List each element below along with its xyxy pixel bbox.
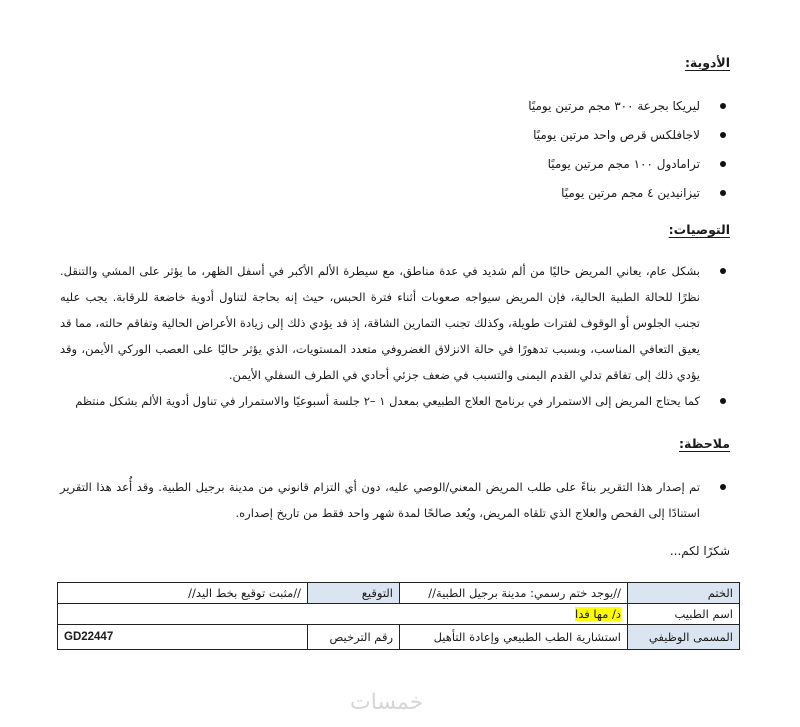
recommendations-list — [60, 258, 730, 414]
note-item: تم إصدار هذا التقرير بناءً على طلب المريض المعني/الوصي عليه، دون أي التزام قانوني من مدينة برجيل الطبية. وقد أُعد هذا التقرير استنادًا إلى الفحص والعلاج الذي تلقاه المريض، ويُعد صالحًا لمدة شهر واحد فقط من تاريخ إصداره. — [60, 474, 730, 526]
stamp-value: //يوجد ختم رسمي: مدينة برجيل الطبية// — [400, 583, 628, 604]
doctor-label: اسم الطبيب — [628, 604, 740, 625]
medication-item: لاجافلكس قرص واحد مرتين يوميًا — [60, 126, 730, 155]
medication-item: ترامادول ١٠٠ مجم مرتين يوميًا — [60, 155, 730, 184]
medications-heading: الأدوية: — [684, 55, 730, 70]
doctor-name: د/ مها فدا — [575, 607, 621, 621]
doctor-cell — [58, 604, 628, 625]
notes-list — [60, 474, 730, 526]
license-label: رقم الترخيص — [308, 625, 400, 650]
signature-value: //مثبت توقيع بخط اليد// — [58, 583, 308, 604]
medications-list — [60, 97, 730, 213]
job-title-label: المسمى الوظيفي — [628, 625, 740, 650]
recommendation-item: بشكل عام، يعاني المريض حاليًا من ألم شديد في عدة مناطق، مع سيطرة الألم الأكبر في أسفل الظهر، ما يؤثر على المشي والتنقل. نظرًا للحالة الطبية الحالية، فإن المريض سيواجه صعوبات أثناء فترة الحبس، حيث إنه بحاجة لتناول أدوية خاضعة للرقابة. يجب عليه تجنب الجلوس أو الوقوف لفترات طويلة، وكذلك تجنب التمارين الشاقة، إذ قد يؤدي ذلك إلى زيادة الأعراض الحالية وتفاقم حالته، مما قد يعيق التعافي المناسب، وبسبب تدهورًا في حالة الانزلاق الغضروفي متعدد المستويات، الذي يؤثر حاليًا على العصب الوركي الأيمن، وقد يؤدي ذلك إلى تفاقم تدلي القدم اليمنى والتسبب في ضعف جزئي أحادي في الطرف السفلي الأيمن. — [60, 258, 730, 388]
medication-item: تيزانيدين ٤ مجم مرتين يوميًا — [60, 184, 730, 213]
job-title-value: استشارية الطب الطبيعي وإعادة التأهيل — [400, 625, 628, 650]
recommendation-item: كما يحتاج المريض إلى الاستمرار في برنامج العلاج الطبيعي بمعدل ١ –٢ جلسة أسبوعيًا والاستمرار في تناول أدوية الألم بشكل منتظم — [60, 388, 730, 414]
stamp-label: الختم — [628, 583, 740, 604]
signature-table — [57, 582, 740, 650]
recommendations-heading: التوصيات: — [668, 222, 730, 237]
notes-heading: ملاحظة: — [679, 436, 730, 451]
thanks-text: شكرًا لكم... — [669, 544, 730, 558]
watermark-logo: خمسات — [350, 690, 424, 715]
medication-item: ليريكا بجرعة ٣٠٠ مجم مرتين يوميًا — [60, 97, 730, 126]
signature-label: التوقيع — [308, 583, 400, 604]
license-value: GD22447 — [58, 625, 308, 650]
